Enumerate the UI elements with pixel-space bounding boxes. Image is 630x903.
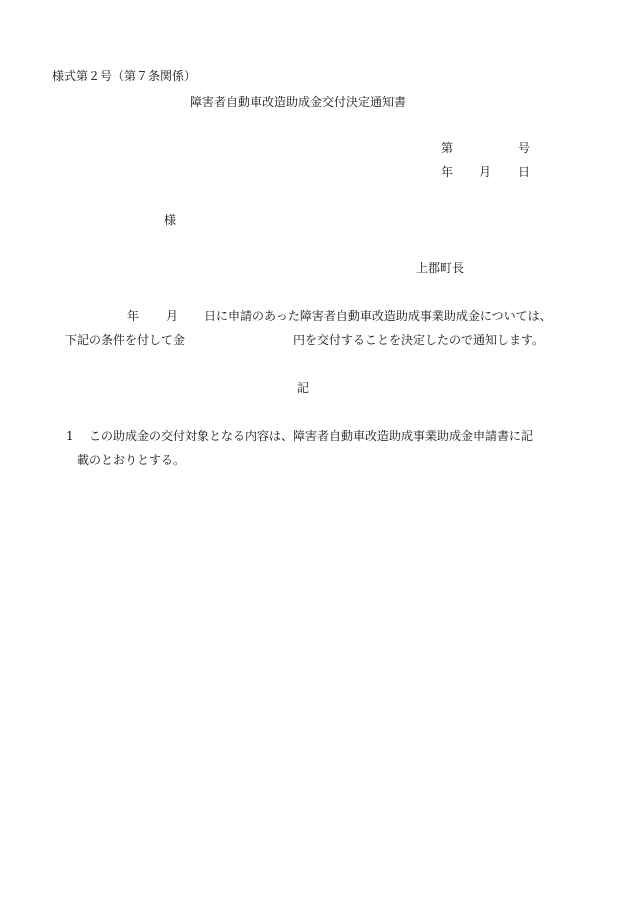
item-line1: この助成金の交付対象となる内容は、障害者自動車改造助成事業助成金申請書に記 (89, 429, 534, 443)
body-line2-suffix: 円を交付することを決定したので通知します。 (293, 333, 545, 347)
item-number: 1 (66, 429, 74, 443)
issuer: 上郡町長 (416, 261, 465, 275)
body-month: 月 (166, 309, 179, 323)
form-label: 様式第２号（第７条関係） (52, 69, 197, 83)
number-go: 号 (518, 141, 531, 155)
date-year: 年 (441, 165, 454, 179)
number-dai: 第 (441, 141, 454, 155)
body-year: 年 (127, 309, 140, 323)
body-line1: 日に申請のあった障害者自動車改造助成事業助成金については、 (204, 309, 552, 323)
body-line2-prefix: 下記の条件を付して金 (65, 333, 186, 347)
ki-heading: 記 (297, 381, 310, 395)
date-month: 月 (479, 165, 492, 179)
addressee-sama: 様 (164, 213, 177, 227)
item-line2: 載のとおりとする。 (77, 453, 186, 467)
date-day: 日 (518, 165, 531, 179)
document-title: 障害者自動車改造助成金交付決定通知書 (190, 95, 407, 109)
